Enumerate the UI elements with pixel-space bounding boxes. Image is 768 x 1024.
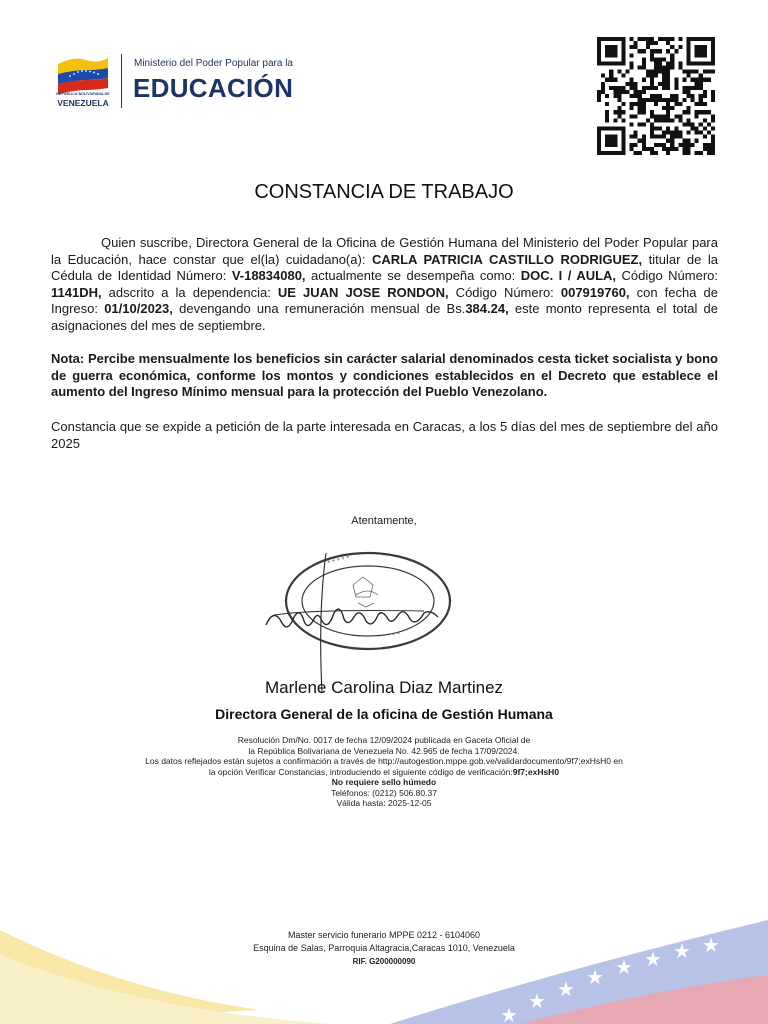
legal-line [0,767,768,778]
ministry-line: Ministerio del Poder Popular para la [134,58,293,69]
footer-line: Esquina de Salas, Parroquia Altagracia,Caracas 1010, Venezuela [253,943,515,953]
legal-line: la República Bolivariana de Venezuela No. 42.965 de fecha 17/09/2024. [248,745,520,756]
svg-text:★: ★ [557,977,575,1001]
phone-line: Teléfonos: (0212) 506.80.37 [331,787,437,798]
svg-text:★: ★ [500,1003,518,1024]
legal-text: la opción Verificar Constancias, introduciendo el siguiente código de verificación: [208,766,513,777]
text-segment: adscrito a la dependencia: [101,284,278,300]
country-name: VENEZUELA [57,98,109,108]
text-segment: Código Número: [616,268,718,284]
svg-text:★: ★ [702,933,720,957]
qr-code-icon [597,37,715,155]
main-paragraph [51,235,718,335]
footer [0,929,768,968]
salary-amount: 384.24, [465,301,509,317]
no-stamp-note: No requiere sello húmedo [331,777,437,787]
intro-text: Quien suscribe, Directora General de la Oficina de Gestión Humana del Ministerio del Poder Popular para la Educación, hace constar que el(la) cuidadano(a): [51,235,718,267]
footer-line: Master servicio funerario MPPE 0212 - 6104060 [287,930,481,940]
venezuela-flag-logo-icon [56,54,110,94]
text-segment: devengando una remuneración mensual de Bs. [172,301,466,317]
official-seal-signature-icon [258,543,498,693]
closing-text: Atentamente, [351,515,417,527]
valid-until-line: Válida hasta: 2025-12-05 [336,798,432,808]
employee-code: 1141DH, [51,284,102,300]
legal-line: Los datos reflejados están sujetos a confirmación a través de http://autogestion.mppe.gob.ve/validardocumento/9f7;exHsH0 en [145,756,623,766]
text-segment: Código Número: [448,284,561,300]
position: DOC. I / AULA, [520,268,617,284]
country-line: REPÚBLICA BOLIVARIANA DE [56,92,110,96]
school-name: UE JUAN JOSE RONDON, [277,284,449,300]
text-segment: titular de la Cédula de Identidad Número: [51,251,719,284]
legal-line [0,777,768,788]
footer-rif: RIF. G200000090 [352,957,416,966]
legal-line: Resolución Dm/No. 0017 de fecha 12/09/2024 publicada en Gaceta Oficial de [237,735,531,745]
text-segment: este monto representa el total de asignaciones del mes de septiembre. [51,301,719,333]
school-code: 007919760, [560,284,630,300]
expedition-paragraph: Constancia que se expide a petición de la parte interesada en Caracas, a los 5 días del mes de septiembre del año 2025 [51,419,718,451]
svg-text:★: ★ [673,939,691,963]
svg-text:★: ★ [644,947,662,971]
verification-code: 9f7;exHsH0 [512,766,560,777]
text-segment: actualmente se desempeña como: [305,268,521,284]
document-title: CONSTANCIA DE TRABAJO [254,181,514,203]
svg-text:* * * * *: * * * * * [377,630,401,641]
id-number: V-18834080, [231,268,306,284]
svg-text:* * * * *: * * * * * [326,554,351,567]
employee-name: CARLA PATRICIA CASTILLO RODRIGUEZ, [371,251,643,267]
ministry-name: EDUCACIÓN [133,73,294,103]
start-date: 01/10/2023, [104,301,173,317]
svg-text:★: ★ [528,989,546,1013]
text-segment: con fecha de Ingreso: [51,284,718,317]
svg-text:★: ★ [586,965,604,989]
signer-title: Directora General de la oficina de Gestión Humana [215,706,553,722]
signer-name: Marlene Carolina Diaz Martinez [264,678,504,697]
legal-notice [0,735,768,809]
nota-paragraph: Nota: Percibe mensualmente los beneficios sin carácter salarial denominados cesta ticket socialista y bono de guerra económica, conforme los montos y condiciones establecidos en el Decreto que establece el aumento del Ingreso Mínimo mensual para la protección del Pueblo Venezolano. [51,351,718,400]
logo-divider [121,54,122,108]
svg-text:★: ★ [615,955,633,979]
